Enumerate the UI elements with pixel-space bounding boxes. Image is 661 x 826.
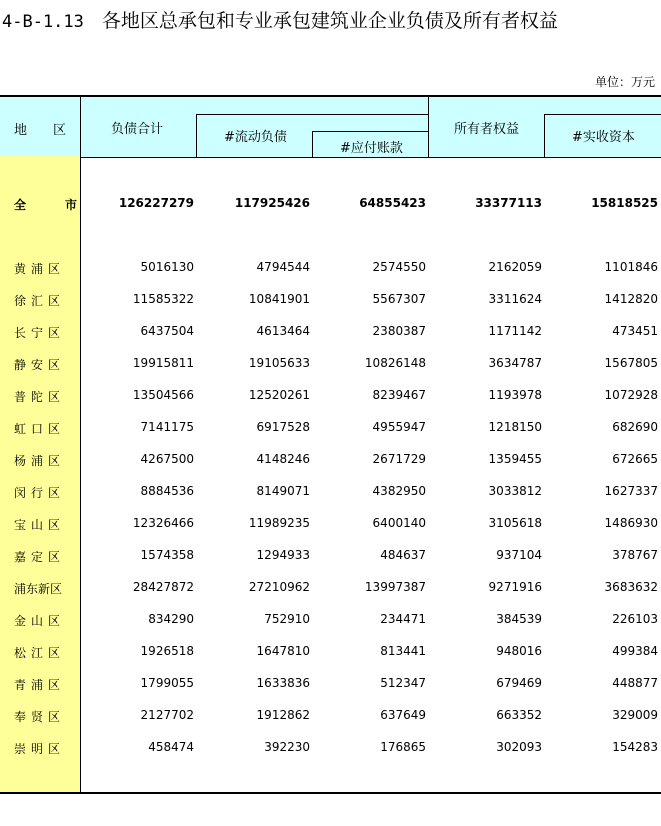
row-name: 全 市 [14, 198, 83, 212]
cell: 176865 [380, 740, 426, 754]
table-title [2, 6, 558, 33]
cell: 637649 [380, 708, 426, 722]
cell: 813441 [380, 644, 426, 658]
cell: 6917528 [256, 420, 310, 434]
cell: 64855423 [359, 196, 426, 210]
cell: 4794544 [256, 260, 310, 274]
cell: 302093 [496, 740, 542, 754]
table-row [0, 673, 661, 695]
row-name: 黄浦区 [14, 262, 66, 276]
cell: 384539 [496, 612, 542, 626]
cell: 33377113 [475, 196, 542, 210]
cell: 7141175 [140, 420, 194, 434]
cell: 10841901 [248, 292, 310, 306]
cell: 663352 [496, 708, 542, 722]
cell: 329009 [612, 708, 658, 722]
cell: 13504566 [132, 388, 194, 402]
cell: 5567307 [372, 292, 426, 306]
row-name: 奉贤区 [14, 710, 66, 724]
row-name: 崇明区 [14, 742, 66, 756]
cell: 154283 [612, 740, 658, 754]
cell: 1926518 [140, 644, 194, 658]
cell: 19915811 [132, 356, 194, 370]
table-row [0, 321, 661, 343]
cell: 12326466 [132, 516, 194, 530]
cell: 6400140 [372, 516, 426, 530]
header-paid-in-capital: #实收资本 [572, 130, 635, 145]
table-row [0, 353, 661, 375]
cell: 11585322 [132, 292, 194, 306]
cell: 1294933 [256, 548, 310, 562]
table-row [0, 289, 661, 311]
cell: 9271916 [488, 580, 542, 594]
cell: 3311624 [488, 292, 542, 306]
cell: 126227279 [118, 196, 194, 210]
cell: 499384 [612, 644, 658, 658]
cell: 2380387 [372, 324, 426, 338]
cell: 3033812 [488, 484, 542, 498]
cell: 1072928 [604, 388, 658, 402]
cell: 1647810 [256, 644, 310, 658]
table-row [0, 577, 661, 599]
cell: 948016 [496, 644, 542, 658]
cell: 27210962 [248, 580, 310, 594]
header-region: 地 区 [14, 123, 67, 138]
table-header [0, 95, 661, 158]
cell: 752910 [264, 612, 310, 626]
cell: 679469 [496, 676, 542, 690]
cell: 8149071 [256, 484, 310, 498]
cell: 15818525 [591, 196, 658, 210]
cell: 937104 [496, 548, 542, 562]
cell: 117925426 [234, 196, 310, 210]
cell: 2574550 [372, 260, 426, 274]
row-name: 宝山区 [14, 518, 66, 532]
cell: 458474 [148, 740, 194, 754]
row-name: 杨浦区 [14, 454, 66, 468]
table-bottom-border [0, 792, 661, 794]
cell: 512347 [380, 676, 426, 690]
row-name: 徐汇区 [14, 294, 66, 308]
table-row [0, 481, 661, 503]
cell: 473451 [612, 324, 658, 338]
table-row [0, 417, 661, 439]
region-column [0, 156, 81, 793]
cell: 11989235 [248, 516, 310, 530]
cell: 378767 [612, 548, 658, 562]
cell: 1193978 [488, 388, 542, 402]
cell: 1627337 [604, 484, 658, 498]
row-name: 金山区 [14, 614, 66, 628]
cell: 12520261 [248, 388, 310, 402]
cell: 4955947 [372, 420, 426, 434]
table-row [0, 513, 661, 535]
cell: 672665 [612, 452, 658, 466]
cell: 8884536 [140, 484, 194, 498]
table-title-text: 各地区总承包和专业承包建筑业企业负债及所有者权益 [101, 10, 558, 32]
table-code: 4-B-1.13 [2, 12, 84, 32]
cell: 4148246 [256, 452, 310, 466]
cell: 1633836 [256, 676, 310, 690]
row-name: 普陀区 [14, 390, 66, 404]
cell: 5016130 [140, 260, 194, 274]
row-name: 长宁区 [14, 326, 66, 340]
cell: 1567805 [604, 356, 658, 370]
row-name: 青浦区 [14, 678, 66, 692]
table-row [0, 385, 661, 407]
table-row [0, 737, 661, 759]
cell: 1799055 [140, 676, 194, 690]
cell: 13997387 [364, 580, 426, 594]
cell: 2671729 [372, 452, 426, 466]
header-owners-equity: 所有者权益 [454, 122, 520, 137]
cell: 4267500 [140, 452, 194, 466]
cell: 834290 [148, 612, 194, 626]
table-row [0, 257, 661, 279]
cell: 1218150 [488, 420, 542, 434]
cell: 448877 [612, 676, 658, 690]
cell: 1101846 [604, 260, 658, 274]
header-current-liabilities: #流动负债 [224, 130, 287, 145]
row-name: 松江区 [14, 646, 66, 660]
unit-label: 单位：万元 [594, 75, 655, 89]
header-total-liabilities: 负债合计 [111, 122, 164, 137]
cell: 392230 [264, 740, 310, 754]
cell: 3634787 [488, 356, 542, 370]
cell: 1574358 [140, 548, 194, 562]
row-name: 嘉定区 [14, 550, 66, 564]
cell: 8239467 [372, 388, 426, 402]
cell: 2127702 [140, 708, 194, 722]
cell: 234471 [380, 612, 426, 626]
cell: 1171142 [488, 324, 542, 338]
cell: 3683632 [604, 580, 658, 594]
header-accounts-payable: #应付账款 [340, 141, 403, 156]
cell: 4382950 [372, 484, 426, 498]
table-row [0, 641, 661, 663]
table-row [0, 449, 661, 471]
cell: 10826148 [364, 356, 426, 370]
table-row [0, 545, 661, 567]
cell: 28427872 [132, 580, 194, 594]
table-row [0, 705, 661, 727]
cell: 1912862 [256, 708, 310, 722]
table-row-total [0, 193, 661, 215]
cell: 6437504 [140, 324, 194, 338]
row-name: 虹口区 [14, 422, 66, 436]
cell: 682690 [612, 420, 658, 434]
cell: 19105633 [248, 356, 310, 370]
cell: 226103 [612, 612, 658, 626]
cell: 1359455 [488, 452, 542, 466]
cell: 3105618 [488, 516, 542, 530]
cell: 484637 [380, 548, 426, 562]
cell: 1412820 [604, 292, 658, 306]
row-name: 闵行区 [14, 486, 66, 500]
table-row [0, 609, 661, 631]
cell: 2162059 [488, 260, 542, 274]
row-name: 静安区 [14, 358, 66, 372]
cell: 1486930 [604, 516, 658, 530]
header-divider [80, 97, 81, 157]
cell: 4613464 [256, 324, 310, 338]
row-name: 浦东新区 [14, 582, 63, 596]
